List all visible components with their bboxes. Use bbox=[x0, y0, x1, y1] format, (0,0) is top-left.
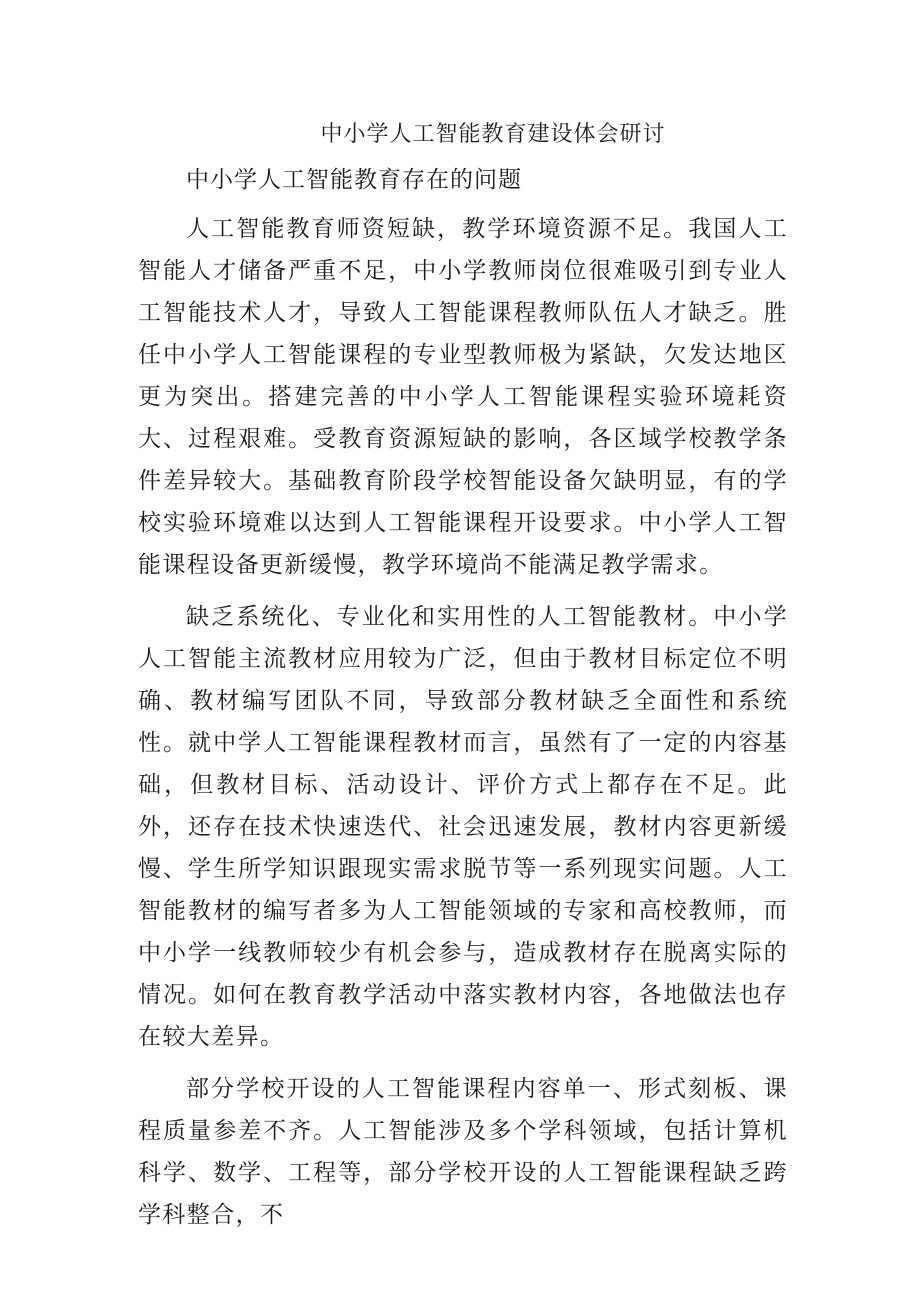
document-body bbox=[138, 112, 788, 1236]
paragraph-teacher-shortage: 人工智能教育师资短缺，教学环境资源不足。我国人工智能人才储备严重不足，中小学教师岗位很难吸引到专业人工智能技术人才，导致人工智能课程教师队伍人才缺乏。胜任中小学人工智能课程的专业型教师极为紧缺，欠发达地区更为突出。搭建完善的中小学人工智能课程实验环境耗资大、过程艰难。受教育资源短缺的影响，各区域学校教学条件差异较大。基础教育阶段学校智能设备欠缺明显，有的学校实验环境难以达到人工智能课程开设要求。中小学人工智能课程设备更新缓慢，教学环境尚不能满足教学需求。 bbox=[138, 216, 788, 578]
paragraph-textbook-issues: 缺乏系统化、专业化和实用性的人工智能教材。中小学人工智能主流教材应用较为广泛，但由于教材目标定位不明确、教材编写团队不同，导致部分教材缺乏全面性和系统性。就中学人工智能课程教材而言，虽然有了一定的内容基础，但教材目标、活动设计、评价方式上都存在不足。此外，还存在技术快速迭代、社会迅速发展，教材内容更新缓慢、学生所学知识跟现实需求脱节等一系列现实问题。人工智能教材的编写者多为人工智能领域的专家和高校教师，而中小学一线教师较少有机会参与，造成教材存在脱离实际的情况。如何在教育教学活动中落实教材内容，各地做法也存在较大差异。 bbox=[138, 604, 788, 1050]
paragraph-course-quality: 部分学校开设的人工智能课程内容单一、形式刻板、课程质量参差不齐。人工智能涉及多个学科领域，包括计算机科学、数学、工程等，部分学校开设的人工智能课程缺乏跨学科整合，不 bbox=[138, 1076, 788, 1228]
document-title: 中小学人工智能教育建设体会研讨 bbox=[320, 122, 666, 147]
section-heading: 中小学人工智能教育存在的问题 bbox=[186, 167, 522, 193]
